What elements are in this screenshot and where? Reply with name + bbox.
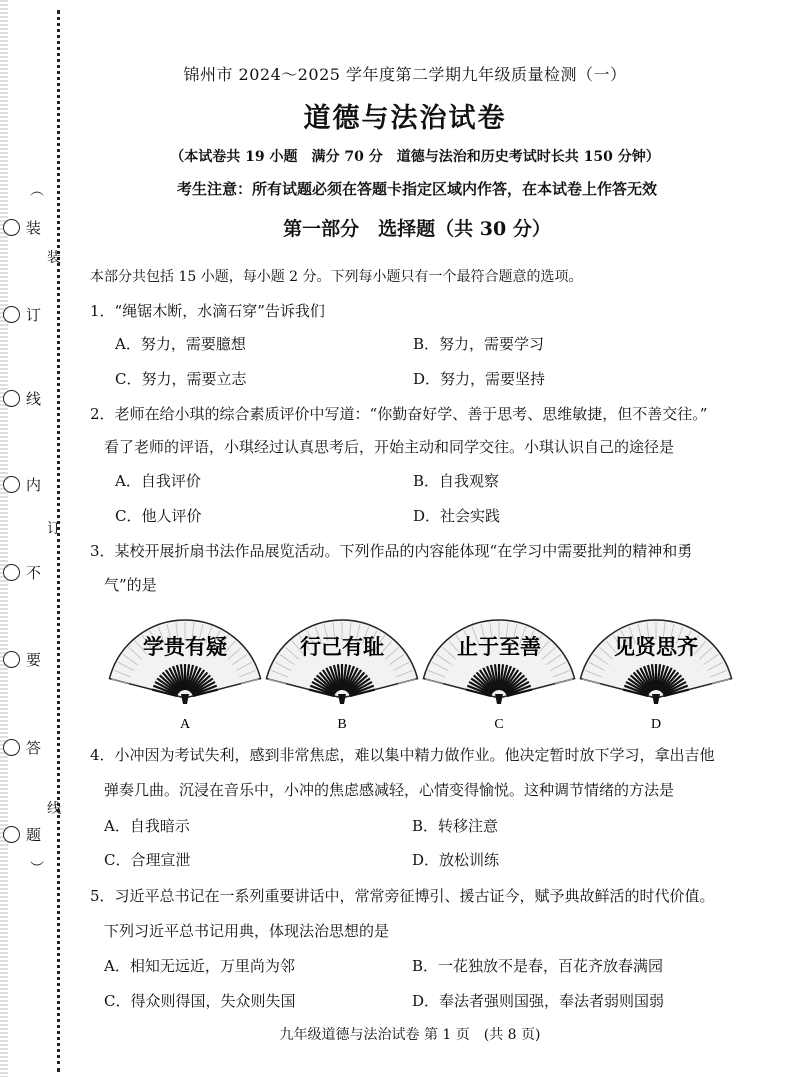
exam-name: 锦州市 2024～2025 学年度第二学期九年级质量检测（一） — [183, 65, 627, 84]
option-d: D．奉法者强则国强，奉法者弱则国弱 — [412, 992, 665, 1010]
circle-icon — [3, 739, 20, 756]
option-a: A．努力，需要臆想 — [115, 335, 246, 353]
exam-notice: 考生注意：所有试题必须在答题卡指定区域内作答，在本试卷上作答无效 — [176, 180, 657, 198]
option-b: B．自我观察 — [413, 472, 500, 490]
fan-text: 行己有耻 — [300, 635, 384, 659]
option-c: C．努力，需要立志 — [115, 370, 247, 388]
question-stem: 5．习近平总书记在一系列重要讲话中，常常旁征博引、援古证今，赋予典故鲜活的时代价值。 — [90, 887, 715, 905]
margin-side-char: 线 — [47, 801, 61, 817]
binding-item: 题 — [3, 824, 41, 845]
fan-text: 止于至善 — [457, 635, 541, 659]
binding-open-paren: ︵ — [30, 183, 44, 199]
part-intro: 本部分共包括 15 小题，每小题 2 分。下列每小题只有一个最符合题意的选项。 — [90, 269, 583, 285]
option-b: B．转移注意 — [412, 817, 499, 835]
fan-label: A — [179, 717, 191, 732]
circle-icon — [3, 564, 20, 581]
option-a: A．自我评价 — [115, 472, 201, 490]
fan-text: 学贵有疑 — [143, 635, 227, 659]
question-stem-cont: 下列习近平总书记用典，体现法治思想的是 — [104, 922, 390, 940]
fan-label: B — [337, 717, 347, 732]
binding-close-paren: ︶ — [30, 861, 44, 877]
fan-handle — [495, 694, 503, 704]
binding-item: 不 — [3, 562, 41, 583]
fan-handle — [338, 694, 346, 704]
circle-icon — [3, 306, 20, 323]
fan-option-d — [580, 620, 731, 732]
question-stem-cont: 看了老师的评语，小琪经过认真思考后，开始主动和同学交往。小琪认识自己的途径是 — [104, 438, 675, 456]
exam-title: 道德与法治试卷 — [303, 103, 507, 134]
question-stem: 3．某校开展折扇书法作品展览活动。下列作品的内容能体现“在学习中需要批判的精神和勇 — [90, 542, 693, 560]
circle-icon — [3, 826, 20, 843]
fan-label: D — [650, 717, 662, 732]
option-d: D．社会实践 — [413, 507, 501, 525]
binding-item: 订 — [3, 304, 41, 325]
fan-images — [105, 600, 745, 740]
question-stem: 4．小冲因为考试失利，感到非常焦虑，难以集中精力做作业。他决定暂时放下学习，拿出吉他 — [90, 746, 715, 764]
binding-item: 答 — [3, 737, 41, 758]
binding-item: 要 — [3, 649, 41, 670]
fan-option-c — [423, 620, 574, 732]
question-stem: 1．“绳锯木断，水滴石穿”告诉我们 — [90, 302, 325, 320]
fan-text: 见贤思齐 — [614, 635, 698, 659]
circle-icon — [3, 651, 20, 668]
margin-side-char: 装 — [47, 250, 61, 266]
binding-item: 内 — [3, 474, 41, 495]
exam-info: （本试卷共 19 小题 满分 70 分 道德与法治和历史考试时长共 150 分钟） — [170, 149, 660, 165]
fan-handle — [652, 694, 660, 704]
option-b: B．努力，需要学习 — [413, 335, 545, 353]
fan-handle — [181, 694, 189, 704]
part-title: 第一部分 选择题（共 30 分） — [283, 218, 551, 240]
option-a: A．相知无远近，万里尚为邻 — [104, 957, 295, 975]
margin-side-char: 订 — [47, 521, 61, 537]
option-d: D．努力，需要坚持 — [413, 370, 546, 388]
binding-item: 线 — [3, 388, 41, 409]
option-b: B．一花独放不是春，百花齐放春满园 — [412, 957, 664, 975]
option-c: C．合理宣泄 — [104, 851, 191, 869]
option-c: C．他人评价 — [115, 507, 202, 525]
binding-dotted-line — [57, 10, 60, 1072]
circle-icon — [3, 390, 20, 407]
question-stem: 2．老师在给小琪的综合素质评价中写道：“你勤奋好学、善于思考、思维敏捷，但不善交往。” — [90, 405, 708, 423]
option-a: A．自我暗示 — [104, 817, 190, 835]
fan-option-a — [109, 620, 260, 732]
option-c: C．得众则得国，失众则失国 — [104, 992, 296, 1010]
fan-option-b — [266, 620, 417, 732]
circle-icon — [3, 476, 20, 493]
question-stem-cont: 气”的是 — [104, 576, 157, 594]
fan-label: C — [494, 717, 504, 732]
question-stem-cont: 弹奏几曲。沉浸在音乐中，小冲的焦虑感减轻，心情变得愉悦。这种调节情绪的方法是 — [104, 781, 675, 799]
page-footer: 九年级道德与法治试卷 第 1 页 (共 8 页) — [279, 1027, 541, 1043]
option-d: D．放松训练 — [412, 851, 500, 869]
binding-item: 装 — [3, 217, 41, 238]
